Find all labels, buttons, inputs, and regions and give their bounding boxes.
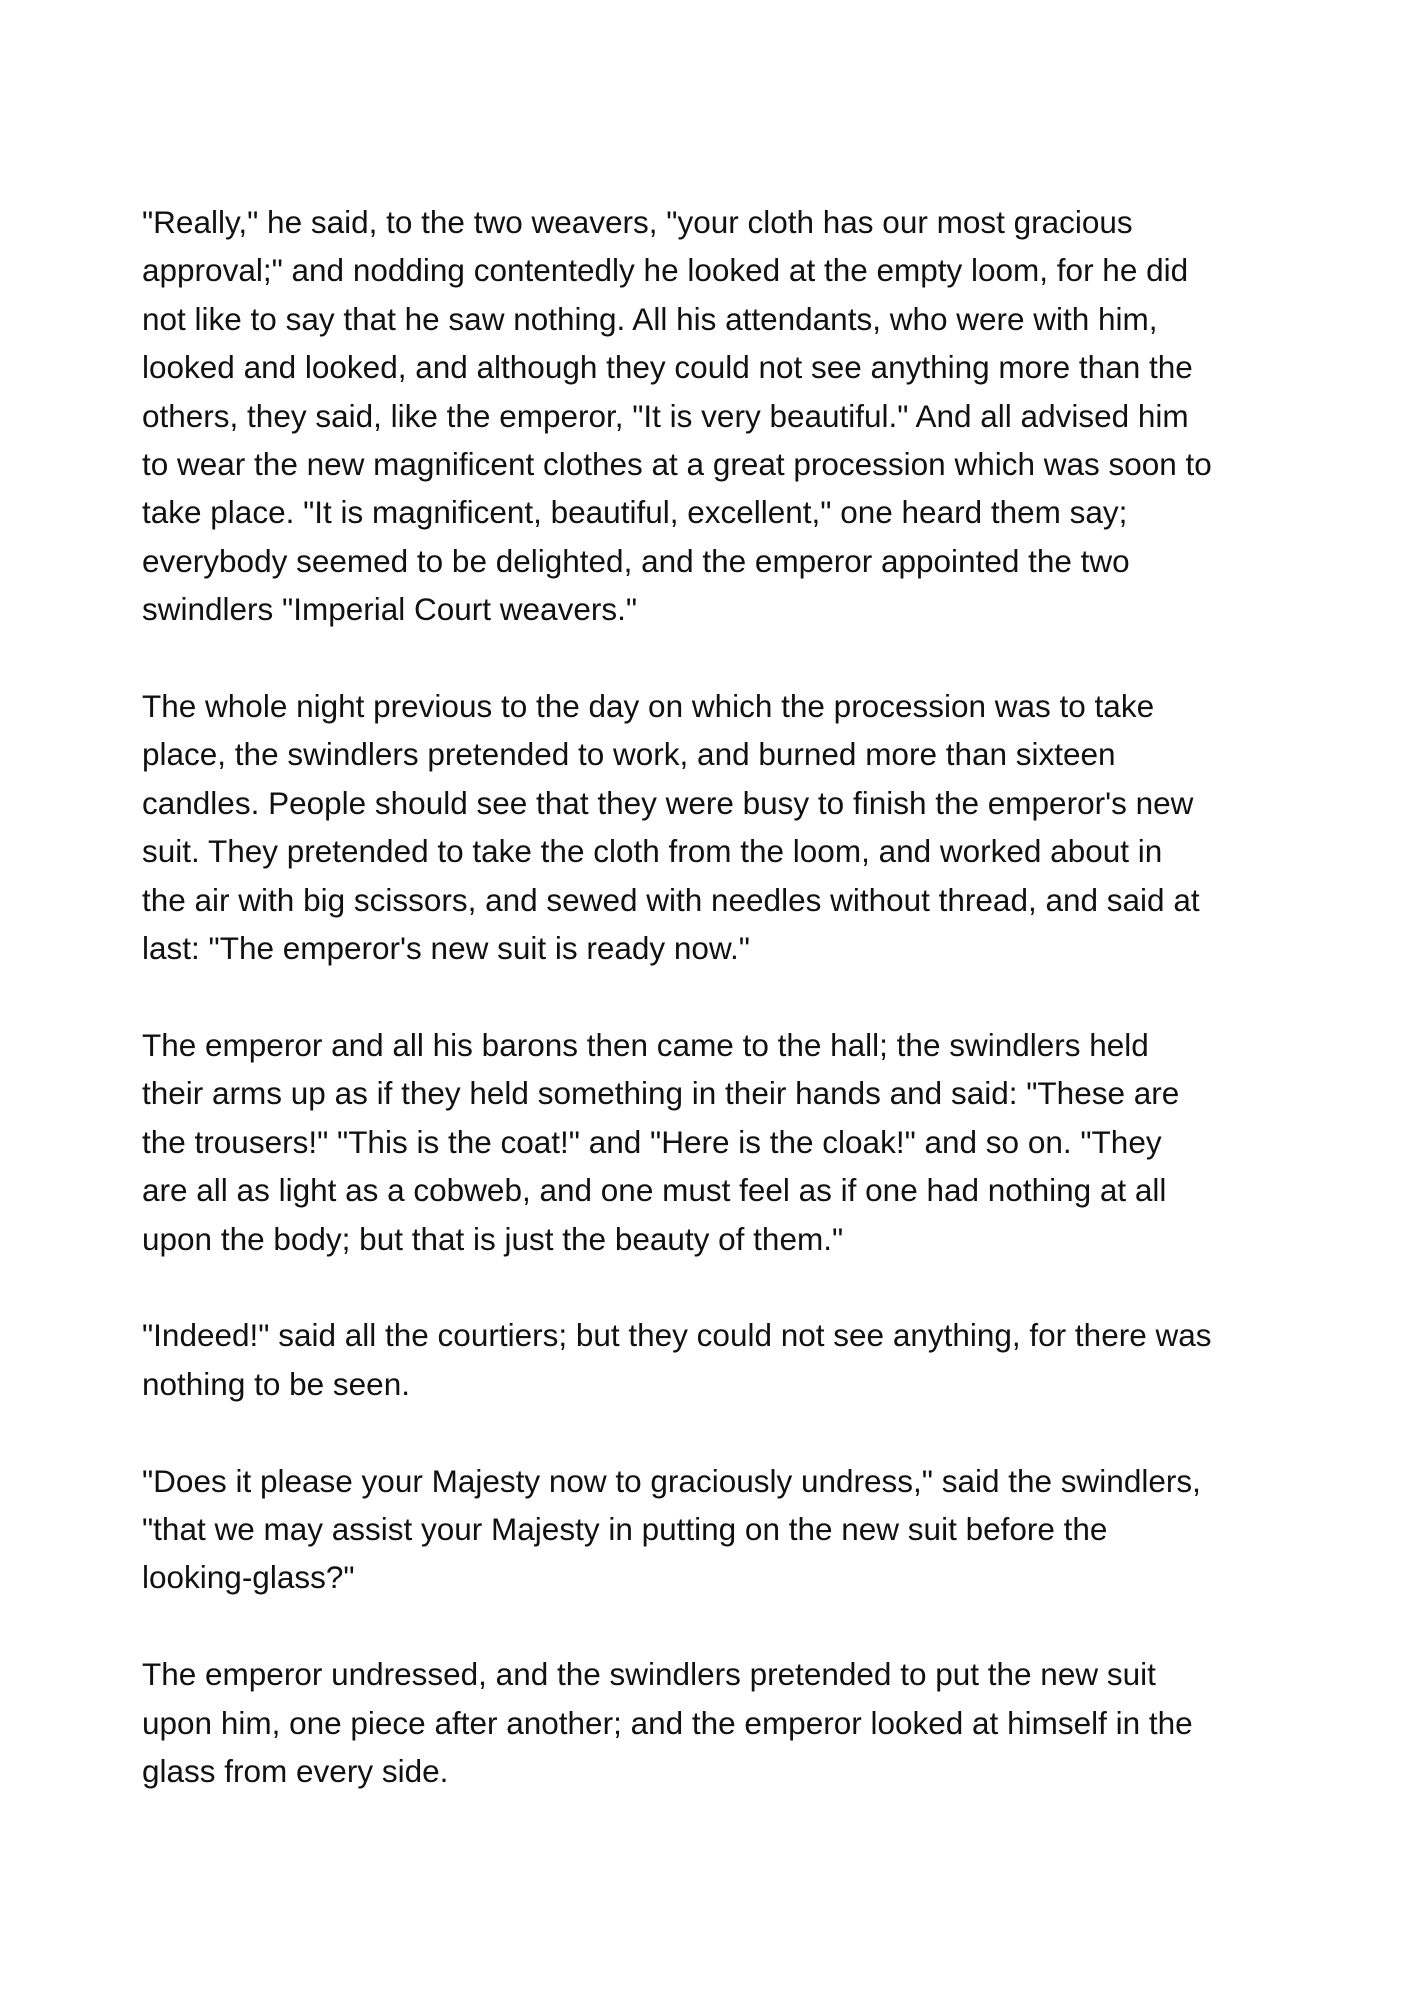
document-page	[142, 198, 1292, 1844]
text-line: to wear the new magnificent clothes at a great procession which was soon to	[142, 446, 1212, 483]
text-line: not like to say that he saw nothing. All his attendants, who were with him,	[142, 300, 1158, 337]
text-line: take place. "It is magnificent, beautiful, excellent," one heard them say;	[142, 494, 1128, 531]
paragraph-6	[142, 1650, 1292, 1795]
text-line: others, they said, like the emperor, "It is very beautiful." And all advised him	[142, 397, 1189, 434]
paragraph-3	[142, 1021, 1292, 1263]
text-line: upon him, one piece after another; and the emperor looked at himself in the	[142, 1704, 1193, 1741]
paragraph-4	[142, 1311, 1292, 1408]
text-line: "Really," he said, to the two weavers, "your cloth has our most gracious	[142, 204, 1133, 240]
text-line: "that we may assist your Majesty in putting on the new suit before the	[142, 1510, 1108, 1547]
text-line: looking-glass?"	[142, 1559, 355, 1596]
text-line: nothing to be seen.	[142, 1365, 410, 1402]
text-line: swindlers "Imperial Court weavers."	[142, 591, 638, 628]
text-line: glass from every side.	[142, 1752, 449, 1789]
text-line: looked and looked, and although they could not see anything more than the	[142, 349, 1193, 386]
text-line: their arms up as if they held something in their hands and said: "These are	[142, 1075, 1180, 1112]
text-line: "Does it please your Majesty now to graciously undress," said the swindlers,	[142, 1462, 1201, 1499]
text-line: The whole night previous to the day on which the procession was to take	[142, 688, 1155, 725]
text-line: everybody seemed to be delighted, and the emperor appointed the two	[142, 542, 1130, 579]
text-line: upon the body; but that is just the beauty of them."	[142, 1220, 844, 1257]
text-line: last: "The emperor's new suit is ready now."	[142, 930, 750, 967]
text-line: the air with big scissors, and sewed with needles without thread, and said at	[142, 881, 1200, 918]
text-line: candles. People should see that they were busy to finish the emperor's new	[142, 784, 1194, 821]
paragraph-2	[142, 682, 1292, 972]
text-line: suit. They pretended to take the cloth from the loom, and worked about in	[142, 833, 1163, 870]
text-line: the trousers!" "This is the coat!" and "Here is the cloak!" and so on. "They	[142, 1123, 1162, 1160]
text-line: approval;" and nodding contentedly he looked at the empty loom, for he did	[142, 252, 1189, 289]
paragraph-5	[142, 1457, 1292, 1602]
text-line: The emperor undressed, and the swindlers pretended to put the new suit	[142, 1656, 1156, 1693]
text-line: place, the swindlers pretended to work, and burned more than sixteen	[142, 736, 1116, 773]
text-line: The emperor and all his barons then came to the hall; the swindlers held	[142, 1026, 1149, 1063]
text-line: are all as light as a cobweb, and one must feel as if one had nothing at all	[142, 1172, 1167, 1209]
paragraph-1	[142, 198, 1292, 634]
text-line: "Indeed!" said all the courtiers; but they could not see anything, for there was	[142, 1317, 1212, 1354]
